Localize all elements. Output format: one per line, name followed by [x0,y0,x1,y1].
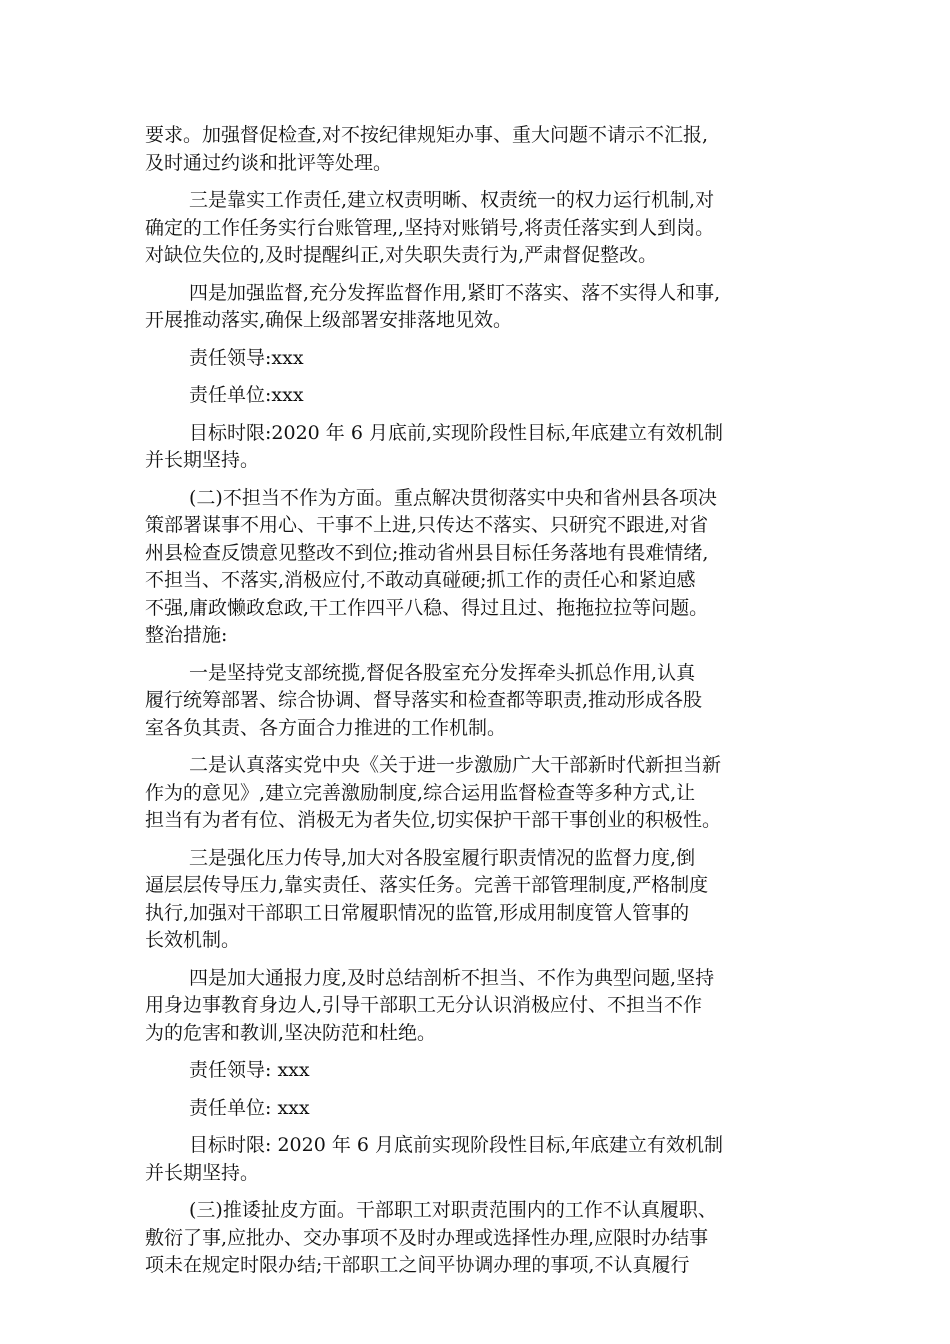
responsible-leader-2: 责任领导: xxx [189,1059,310,1081]
measure-3: 三是强化压力传导,加大对各股室履行职责情况的监督力度,倒 逼层层传导压力,靠实责任、落实任务。完善干部管理制度,严格制度 执行,加强对干部职工日常履职情况的监管,形成用制度管人管事的 长效机制。 [145,846,709,951]
measure-1: 一是坚持党支部统揽,督促各股室充分发挥牵头抓总作用,认真 履行统筹部署、综合协调、督导落实和检查都等职责,推动形成各股 室各负其责、各方面合力推进的工作机制。 [145,661,703,739]
paragraph-3: 四是加强监督,充分发挥监督作用,紧盯不落实、落不实得人和事, 开展推动落实,确保上级部署安排落地见效。 [145,281,721,331]
responsible-leader-1: 责任领导:xxx [189,346,304,369]
deadline-2: 目标时限: 2020 年 6 月底前实现阶段性目标,年底建立有效机制 并长期坚持。 [145,1134,724,1184]
section-3-heading-paragraph: (三)推诿扯皮方面。干部职工对职责范围内的工作不认真履职、 敷衍了事,应批办、交办事项不及时办理或选择性办理,应限时办结事 项未在规定时限办结;干部职工之间平协调办理的事项,不认真履行 [145,1199,717,1276]
responsible-unit-1: 责任单位:xxx [189,384,304,406]
section-2-heading-paragraph: (二)不担当不作为方面。重点解决贯彻落实中央和省州县各项决 策部署谋事不用心、干事不上进,只传达不落实、只研究不跟进,对省 州县检查反馈意见整改不到位;推动省州县目标任务落地有畏难情绪, 不担当、不落实,消极应付,不敢动真碰硬;抓工作的责任心和紧迫感 不强,庸政懒政怠政,干工作四平八稳、得过且过、拖拖拉拉等问题。 整治措施: [145,486,717,646]
paragraph-2: 三是靠实工作责任,建立权责明晰、权责统一的权力运行机制,对 确定的工作任务实行台账管理,,坚持对账销号,将责任落实到人到岗。 对缺位失位的,及时提醒纠正,对失职失责行为,严肃督促整改。 [145,189,715,266]
measure-2: 二是认真落实党中央《关于进一步激励广大干部新时代新担当新 作为的意见》,建立完善激励制度,综合运用监督检查等多种方式,让 担当有为者有位、消极无为者失位,切实保护干部干事创业的积极性。 [145,754,722,831]
measure-4: 四是加大通报力度,及时总结剖析不担当、不作为典型问题,坚持 用身边事教育身边人,引导干部职工无分认识消极应付、不担当不作 为的危害和教训,坚决防范和杜绝。 [145,966,715,1044]
document-body [145,122,823,1290]
deadline-1: 目标时限:2020 年 6 月底前,实现阶段性目标,年底建立有效机制 并长期坚持。 [145,421,724,471]
paragraph-1: 要求。加强督促检查,对不按纪律规矩办事、重大问题不请示不汇报, 及时通过约谈和批评等处理。 [145,124,709,174]
responsible-unit-2: 责任单位: xxx [189,1096,310,1119]
